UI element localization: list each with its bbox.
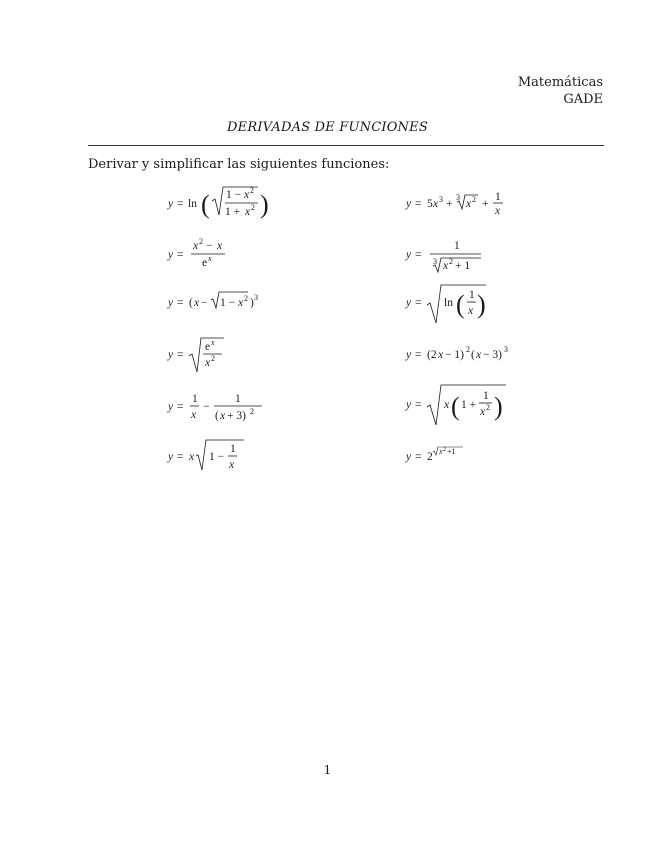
svg-text:y: y [168,349,174,361]
svg-text:x: x [193,240,199,252]
svg-text:1: 1 [483,390,489,402]
svg-text:x: x [217,240,223,252]
svg-text:1: 1 [192,393,198,405]
svg-text:+: + [446,198,453,210]
svg-text:x: x [468,305,474,317]
exercise-2 [406,185,516,221]
svg-text:1: 1 [454,240,460,252]
svg-text:5: 5 [427,198,433,210]
svg-text:x: x [194,297,200,309]
svg-text:1: 1 [469,289,475,301]
svg-text:): ) [250,297,254,309]
svg-text:(2: (2 [427,349,437,361]
svg-text:=: = [177,451,184,463]
svg-text:x: x [238,297,244,309]
svg-text:+1: +1 [447,447,456,456]
svg-text:(: ( [215,410,219,422]
svg-text:2: 2 [486,403,490,412]
page-number: 1 [323,763,332,777]
svg-text:x: x [245,206,251,218]
svg-text:2: 2 [251,203,255,212]
svg-text:− 1): − 1) [445,349,464,361]
exercise-11 [168,438,258,474]
svg-text:=: = [415,297,422,309]
svg-text:=: = [177,401,184,413]
svg-text:=: = [177,297,184,309]
svg-text:=: = [415,249,422,261]
svg-text:(: ( [451,392,460,421]
svg-text:−: − [201,297,208,309]
svg-text:y: y [168,451,174,463]
svg-text:=: = [415,399,422,411]
svg-text:+ 3): + 3) [227,410,246,422]
svg-text:(: ( [189,297,193,309]
svg-text:1 +: 1 + [225,206,241,218]
svg-text:2: 2 [472,195,476,204]
svg-text:x: x [205,357,211,369]
svg-text:x: x [439,447,443,456]
program-label: GADE [563,92,603,107]
svg-text:=: = [177,349,184,361]
exercise-3 [168,236,258,272]
svg-text:x: x [433,198,439,210]
svg-text:2: 2 [466,345,470,354]
exercise-1 [168,181,278,225]
svg-text:y: y [168,401,174,413]
svg-text:2: 2 [427,451,433,463]
svg-text:x: x [495,205,501,217]
svg-text:2: 2 [449,257,453,266]
svg-text:y: y [406,399,412,411]
svg-text:1: 1 [495,191,501,203]
svg-text:−: − [203,401,210,413]
svg-text:x: x [208,254,212,263]
svg-text:y: y [406,198,412,210]
svg-text:=: = [415,349,422,361]
svg-text:=: = [177,249,184,261]
svg-text:e: e [205,341,211,353]
svg-text:3: 3 [504,345,508,354]
svg-text:3: 3 [439,195,443,204]
svg-text:y: y [406,297,412,309]
svg-text:x: x [443,260,449,272]
page-title: DERIVADAS DE FUNCIONES [227,120,428,135]
svg-text:(: ( [456,290,465,319]
svg-text:2: 2 [250,186,254,195]
document-header [518,74,603,108]
svg-text:2: 2 [250,407,254,416]
exercise-10 [406,383,516,427]
exercise-6 [406,281,496,325]
svg-text:x: x [229,459,235,471]
svg-text:1: 1 [230,443,236,455]
svg-text:3: 3 [456,193,460,202]
svg-text:y: y [406,349,412,361]
svg-text:x: x [476,349,482,361]
svg-text:+ 1: + 1 [455,260,471,272]
svg-text:): ) [494,392,503,421]
svg-text:x: x [438,349,444,361]
svg-text:1 −: 1 − [226,189,242,201]
subject-label: Matemáticas [517,75,603,90]
svg-text:x: x [480,406,486,418]
svg-text:x: x [211,338,215,347]
svg-text:x: x [189,451,195,463]
exercise-12 [406,444,486,468]
svg-text:ln: ln [188,198,197,210]
svg-text:=: = [415,451,422,463]
svg-text:−: − [206,240,213,252]
svg-text:3: 3 [254,293,258,302]
exercise-8 [406,342,536,366]
exercise-7 [168,336,238,376]
svg-text:+: + [482,198,489,210]
svg-text:y: y [406,451,412,463]
svg-text:x: x [191,409,197,421]
svg-text:− 3): − 3) [483,349,502,361]
svg-text:y: y [168,249,174,261]
instructions-text: Derivar y simplificar las siguientes funciones: [88,157,390,172]
exercise-9 [168,388,278,424]
svg-text:1 −: 1 − [209,451,225,463]
svg-text:ln: ln [444,297,453,309]
svg-text:2: 2 [244,294,248,303]
svg-text:y: y [406,249,412,261]
svg-text:): ) [477,290,486,319]
svg-text:y: y [168,297,174,309]
svg-text:x: x [444,399,450,411]
svg-text:=: = [415,198,422,210]
title-rule [88,145,604,146]
svg-text:e: e [202,257,208,269]
svg-text:(: ( [471,349,475,361]
svg-text:2: 2 [443,447,446,453]
svg-text:x: x [220,410,226,422]
svg-text:1 −: 1 − [220,297,236,309]
exercise-4 [406,236,496,276]
svg-text:2: 2 [199,237,203,246]
svg-text:): ) [260,190,269,219]
svg-text:x: x [466,198,472,210]
svg-text:2: 2 [211,354,215,363]
svg-text:1 +: 1 + [461,399,477,411]
svg-text:(: ( [201,190,210,219]
svg-text:=: = [177,198,184,210]
svg-text:3: 3 [433,257,437,266]
exercise-5 [168,288,288,318]
svg-text:y: y [168,198,174,210]
svg-text:x: x [244,189,250,201]
svg-text:1: 1 [235,393,241,405]
